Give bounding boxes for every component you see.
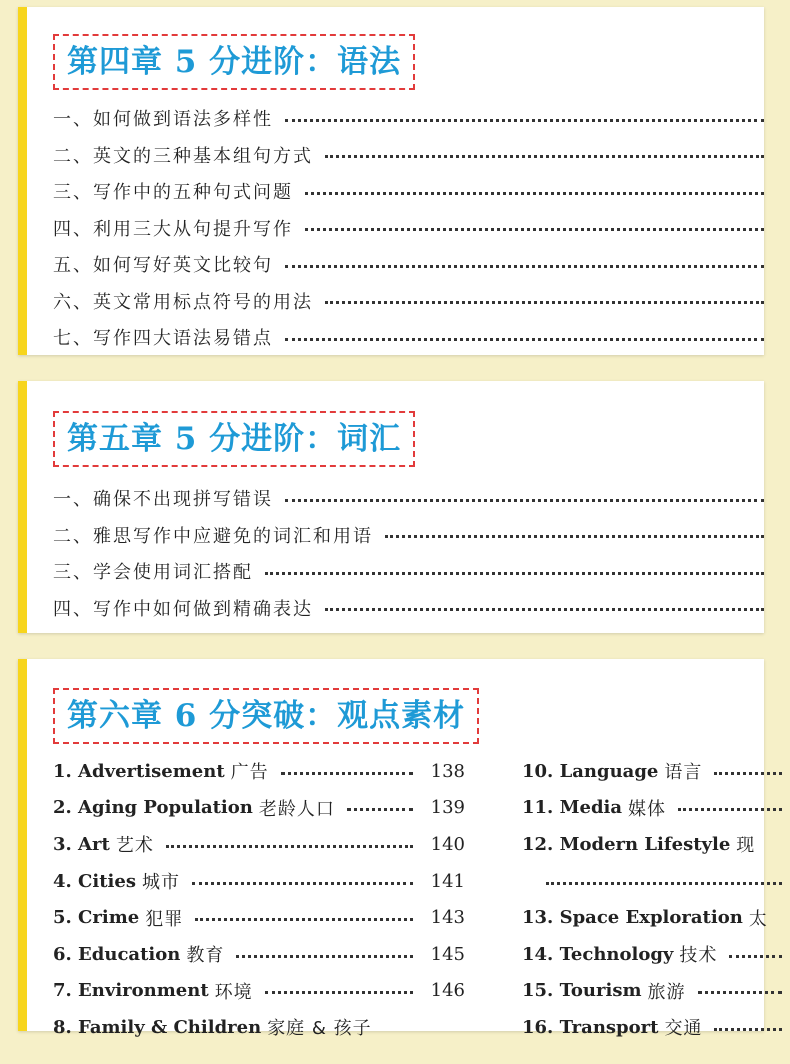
topic-cn: 语言 (664, 762, 703, 784)
topic-cn: 家庭 & 孩子 (267, 1018, 372, 1040)
topic-entry[interactable] (522, 973, 782, 1010)
topic-cn: 环境 (214, 981, 253, 1003)
toc-entry[interactable] (53, 100, 764, 137)
toc-entry[interactable] (53, 283, 764, 320)
topic-cn: 现 (736, 835, 756, 857)
toc-entry[interactable] (53, 210, 764, 247)
dot-leader (546, 882, 782, 885)
topic-cn: 旅游 (647, 981, 686, 1003)
topic-entry[interactable] (53, 790, 465, 827)
toc-entry-label: 一、确保不出现拼写错误 (53, 489, 273, 511)
topic-entry[interactable] (522, 826, 782, 863)
dot-leader (678, 808, 782, 811)
toc-entry[interactable] (53, 553, 764, 590)
dot-leader (265, 572, 764, 575)
chapter-4-toc (53, 100, 764, 356)
topic-label: 4. Cities (53, 870, 136, 892)
dot-leader (305, 228, 764, 231)
toc-entry[interactable] (53, 137, 764, 174)
topic-cn: 城市 (141, 872, 180, 894)
toc-entry-label: 四、写作中如何做到精确表达 (53, 598, 313, 620)
toc-entry-label: 三、写作中的五种句式问题 (53, 182, 293, 204)
topics-left-column (53, 753, 465, 1046)
topic-label: 6. Education (53, 943, 181, 965)
toc-entry[interactable] (53, 480, 764, 517)
topic-label: 15. Tourism (522, 980, 642, 1002)
toc-entry-label: 二、英文的三种基本组句方式 (53, 145, 313, 167)
page-number: 141 (430, 870, 465, 892)
page-number: 143 (430, 907, 465, 929)
topic-entry[interactable] (53, 863, 465, 900)
topic-cn: 广告 (230, 762, 269, 784)
topic-cn: 媒体 (628, 798, 667, 820)
toc-entry[interactable] (53, 173, 764, 210)
dot-leader (236, 955, 413, 958)
dot-leader (305, 192, 764, 195)
topic-entry[interactable] (53, 1009, 465, 1046)
topic-entry[interactable] (522, 936, 782, 973)
topic-entry[interactable] (522, 753, 782, 790)
topic-cn: 艺术 (115, 835, 154, 857)
toc-entry-label: 六、英文常用标点符号的用法 (53, 291, 313, 313)
dot-leader (195, 918, 413, 921)
topic-cn: 技术 (679, 945, 718, 967)
topic-label: 3. Art (53, 833, 110, 855)
chapter-title-box (53, 688, 479, 744)
dot-leader (285, 338, 764, 341)
topic-label: 7. Environment (53, 980, 209, 1002)
page-number: 138 (430, 760, 465, 782)
topic-entry-continued (522, 863, 782, 900)
page-number: 145 (430, 943, 465, 965)
dot-leader (265, 991, 413, 994)
chapter-5-card (18, 381, 764, 633)
page-number: 146 (430, 980, 465, 1002)
dot-leader (325, 301, 764, 304)
toc-entry[interactable] (53, 319, 764, 356)
topic-entry[interactable] (53, 753, 465, 790)
chapter-5-title: 第五章 5 分进阶：词汇 (67, 421, 402, 457)
topic-cn: 犯罪 (145, 908, 184, 930)
topic-entry[interactable] (522, 1009, 782, 1046)
dot-leader (714, 1028, 782, 1031)
topic-label: 10. Language (522, 760, 659, 782)
toc-entry[interactable] (53, 246, 764, 283)
toc-entry[interactable] (53, 590, 764, 627)
chapter-6-card (18, 659, 768, 1040)
toc-entry-label: 七、写作四大语法易错点 (53, 328, 273, 350)
topic-cn: 太 (748, 908, 768, 930)
topic-entry[interactable] (522, 790, 782, 827)
dot-leader (729, 955, 782, 958)
toc-entry-label: 二、雅思写作中应避免的词汇和用语 (53, 525, 373, 547)
topic-label: 14. Technology (522, 943, 674, 965)
dot-leader (285, 499, 764, 502)
topic-entry[interactable] (53, 936, 465, 973)
dot-leader (325, 155, 764, 158)
dot-leader (285, 265, 764, 268)
chapter-4-title: 第四章 5 分进阶：语法 (67, 44, 402, 80)
dot-leader (166, 845, 413, 848)
topic-cn: 交通 (664, 1018, 703, 1040)
dot-leader (192, 882, 413, 885)
dot-leader (325, 608, 764, 611)
topics-right-column (522, 753, 782, 1046)
toc-entry-label: 五、如何写好英文比较句 (53, 255, 273, 277)
toc-entry-label: 一、如何做到语法多样性 (53, 109, 273, 131)
dot-leader (281, 772, 413, 775)
topic-label: 16. Transport (522, 1016, 659, 1038)
topic-entry[interactable] (522, 899, 782, 936)
dot-leader (347, 808, 413, 811)
topic-label: 13. Space Exploration (522, 907, 743, 929)
chapter-6-title: 第六章 6 分突破：观点素材 (67, 698, 466, 734)
dot-leader (698, 991, 782, 994)
topic-label: 12. Modern Lifestyle (522, 833, 731, 855)
chapter-5-toc (53, 480, 764, 626)
topic-cn: 教育 (186, 945, 225, 967)
chapter-title-box (53, 34, 415, 90)
page-number: 139 (430, 797, 465, 819)
toc-entry-label: 四、利用三大从句提升写作 (53, 218, 293, 240)
chapter-title-box (53, 411, 415, 467)
dot-leader (714, 772, 782, 775)
chapter-4-card (18, 7, 764, 355)
topic-entry[interactable] (53, 899, 465, 936)
topic-label: 5. Crime (53, 907, 140, 929)
topic-cn: 老龄人口 (258, 798, 335, 820)
topic-label: 2. Aging Population (53, 797, 253, 819)
topic-label: 8. Family & Children (53, 1016, 262, 1038)
dot-leader (385, 535, 764, 538)
page-number: 140 (430, 833, 465, 855)
topic-label: 11. Media (522, 797, 623, 819)
toc-entry-label: 三、学会使用词汇搭配 (53, 562, 253, 584)
dot-leader (285, 119, 764, 122)
toc-entry[interactable] (53, 517, 764, 554)
topic-entry[interactable] (53, 826, 465, 863)
topic-entry[interactable] (53, 973, 465, 1010)
topic-label: 1. Advertisement (53, 760, 225, 782)
